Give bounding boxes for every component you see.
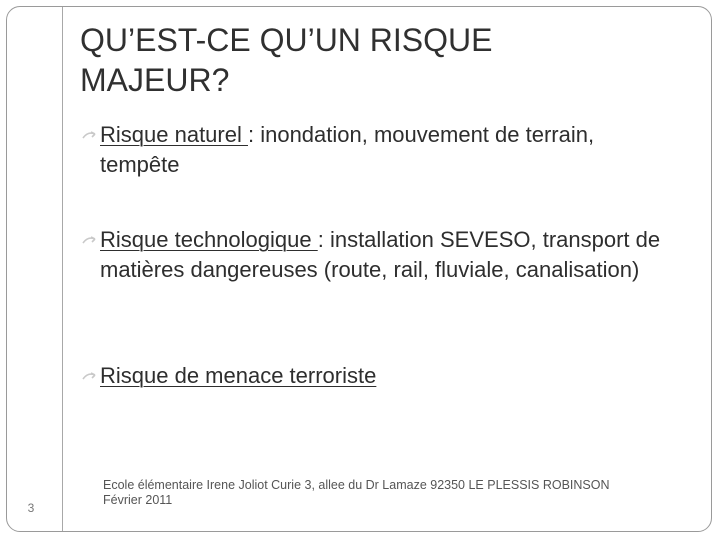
curved-arrow-bullet-icon: [82, 371, 96, 381]
bullet-text: : installation SEVESO, transport de matières dangereuses (route, rail, fluviale, canalisation): [100, 227, 661, 282]
bullet-item-technological-risk: [82, 225, 675, 285]
bullet-term: Risque de menace terroriste: [100, 363, 377, 388]
curved-arrow-bullet-icon: [82, 130, 96, 140]
footer-address: Ecole élémentaire Irene Joliot Curie 3, allee du Dr Lamaze 92350 LE PLESSIS ROBINSON: [103, 478, 610, 492]
bullet-term: Risque technologique: [100, 227, 318, 252]
bullet-item-terrorist-risk: [82, 361, 675, 391]
curved-arrow-bullet-icon: [82, 235, 96, 245]
bullet-text: : inondation, mouvement de terrain, tempête: [100, 122, 595, 177]
slide-left-rule: [62, 7, 63, 531]
bullet-term: Risque naturel: [100, 122, 248, 147]
bullet-item-natural-risk: [82, 120, 660, 180]
footer-date: Février 2011: [103, 493, 173, 507]
slide-footer: [103, 478, 703, 508]
page-number: 3: [27, 501, 35, 515]
slide-title: QU’EST-CE QU’UN RISQUE MAJEUR?: [80, 22, 493, 98]
